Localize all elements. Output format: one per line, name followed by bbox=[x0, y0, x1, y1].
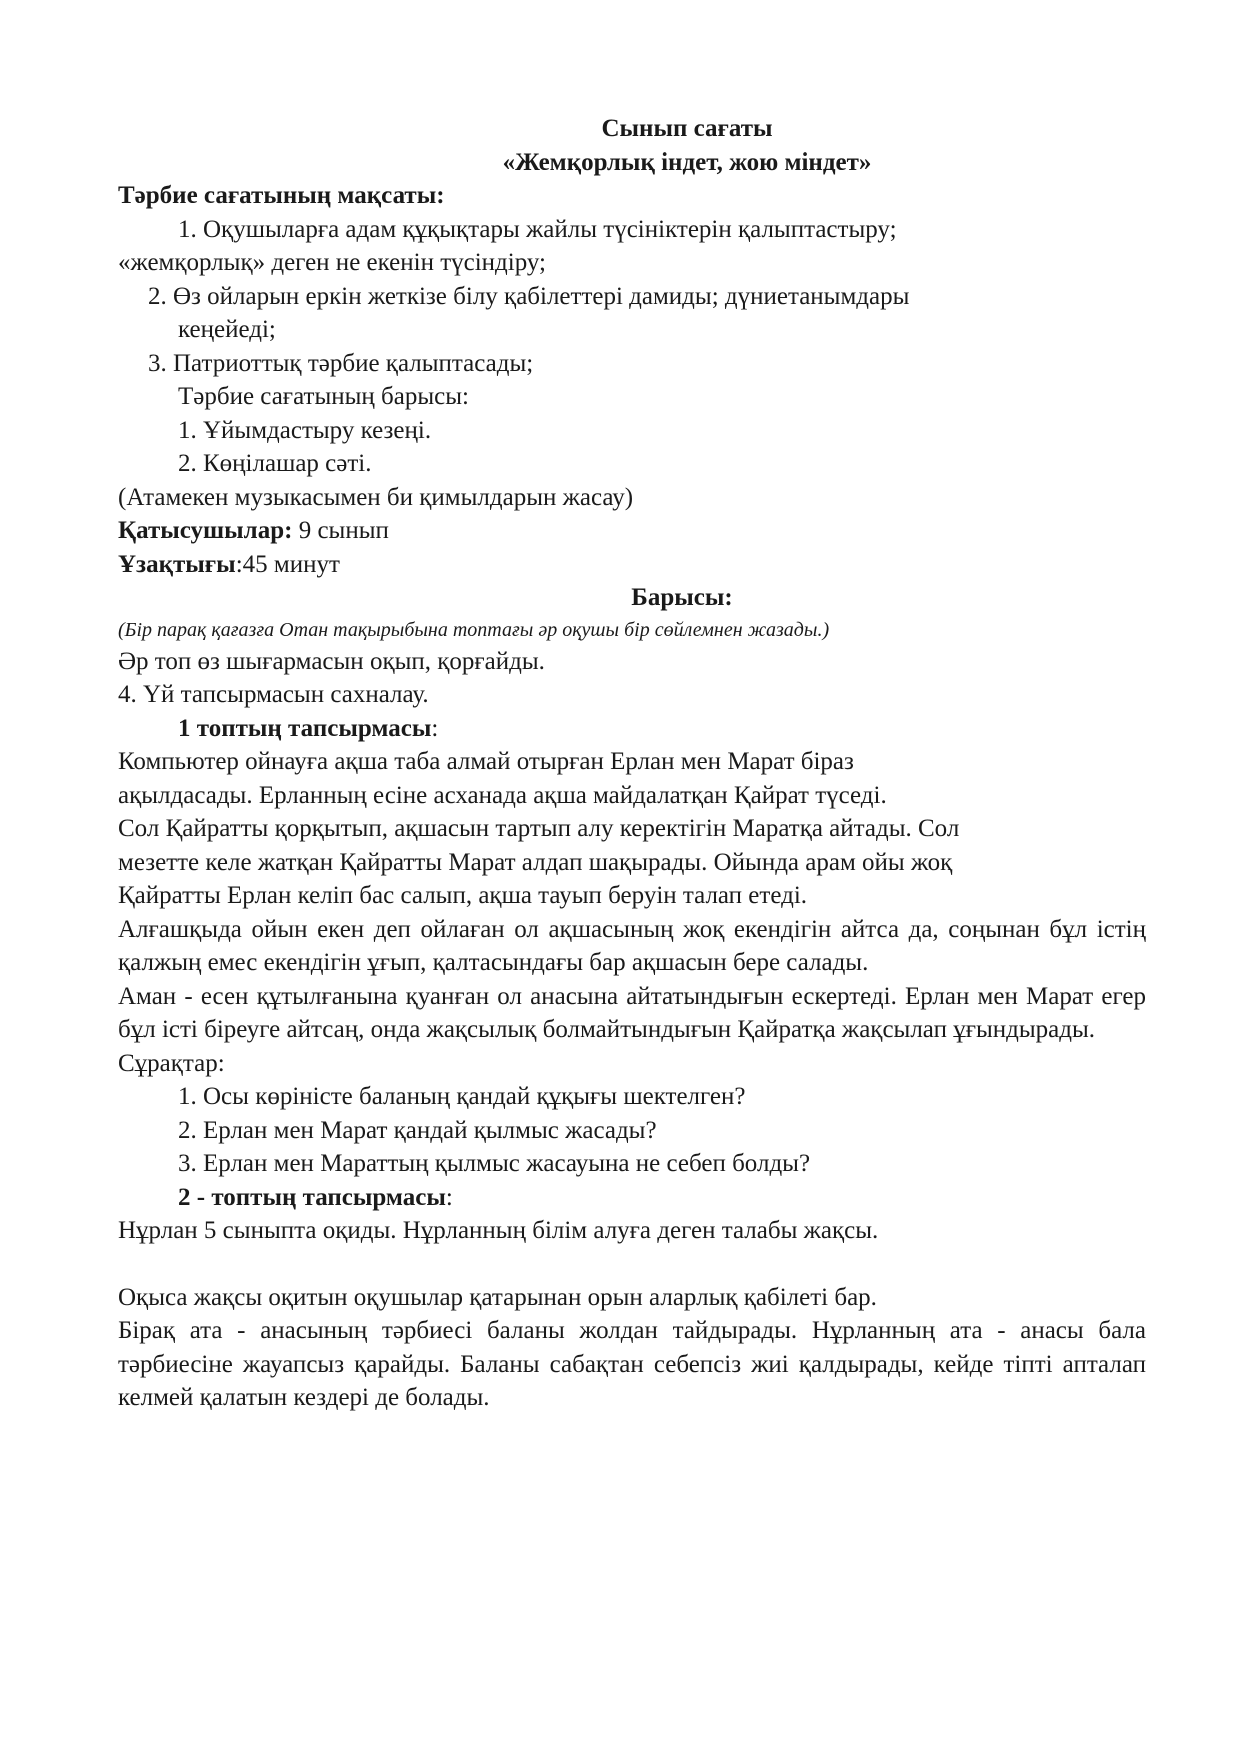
participants-value: 9 сынып bbox=[292, 517, 389, 544]
task2-heading: 2 - топтың тапсырмасы bbox=[178, 1183, 446, 1211]
task1-line-2: ақылдасады. Ерланның есіне асханада ақша майдалатқан Қайрат түседі. bbox=[118, 781, 887, 809]
participants-label: Қатысушылар: bbox=[118, 517, 293, 544]
process-intro: Тәрбие сағатының барысы: bbox=[178, 383, 469, 410]
task1-colon: : bbox=[431, 714, 439, 742]
task1-line-5: Қайратты Ерлан келіп бас салып, ақша тауып беруін талап етеді. bbox=[118, 882, 808, 909]
task1-line-4: мезетте келе жатқан Қайратты Марат алдап шақырады. Ойында арам ойы жоқ bbox=[118, 848, 953, 876]
goal-2-line-2: кеңейеді; bbox=[178, 316, 276, 343]
question-3: 3. Ерлан мен Мараттың қылмыс жасауына не себеп болды? bbox=[178, 1150, 811, 1177]
homework: 4. Үй тапсырмасын сахналау. bbox=[118, 681, 429, 708]
task1-heading: 1 топтың тапсырмасы bbox=[178, 714, 432, 742]
task1-paragraph-3: Аман - есен құтылғанына қуанған ол анасына айтатындығын ескертеді. Ерлан мен Марат егер бұл істі біреуге айтсаң, онда жақсылық болмайтындығын Қайратқа жақсылап ұғындырады. bbox=[118, 982, 1146, 1043]
task1-line-1: Компьютер ойнауға ақша таба алмай отырған Ерлан мен Марат біраз bbox=[118, 748, 854, 775]
document-page bbox=[118, 112, 1146, 1415]
goals-heading: Тәрбие сағатының мақсаты: bbox=[118, 182, 445, 209]
goal-1-line-1: 1. Оқушыларға адам құқықтары жайлы түсініктерін қалыптастыру; bbox=[178, 215, 897, 243]
stage-1: 1. Ұйымдастыру кезеңі. bbox=[178, 416, 432, 444]
stage-2: 2. Көңілашар сәті. bbox=[178, 450, 372, 477]
task2-line-1: Нұрлан 5 сыныпта оқиды. Нұрланның білім алуға деген талабы жақсы. bbox=[118, 1217, 879, 1244]
group-read: Әр топ өз шығармасын оқып, қорғайды. bbox=[118, 647, 545, 675]
duration-value: :45 минут bbox=[235, 550, 340, 578]
duration-line bbox=[118, 548, 1146, 582]
goal-3: 3. Патриоттық тәрбие қалыптасады; bbox=[148, 349, 534, 377]
task2-line-2: Оқыса жақсы оқитын оқушылар қатарынан орын аларлық қабілеті бар. bbox=[118, 1283, 877, 1311]
task1-heading-line bbox=[118, 712, 1146, 746]
task1-paragraph-2: Алғашқыда ойын екен деп ойлаған ол ақшасының жоқ екендігін айтса да, соңынан бұл істің қалжың емес екендігін ұғып, қалтасындағы бар ақшасын бере салады. bbox=[118, 915, 1146, 976]
question-2: 2. Ерлан мен Марат қандай қылмыс жасады? bbox=[178, 1116, 657, 1144]
questions-label: Сұрақтар: bbox=[118, 1049, 225, 1077]
goal-1-line-2: «жемқорлық» деген не екенін түсіндіру; bbox=[118, 249, 547, 276]
goal-2-line-1: 2. Өз ойларын еркін жеткізе білу қабілеттері дамиды; дүниетанымдары bbox=[148, 282, 910, 310]
task1-line-3: Сол Қайратты қорқытып, ақшасын тартып алу керектігін Маратқа айтады. Сол bbox=[118, 815, 960, 842]
blank-line bbox=[118, 1248, 1146, 1281]
task2-paragraph: Бірақ ата - анасының тәрбиесі баланы жолдан тайдырады. Нұрланның ата - анасы бала тәрбиесіне жауапсыз қарайды. Баланы сабақтан себепсіз жиі қалдырады, кейде тіпті апталап келмей қалатын кездері де болады. bbox=[118, 1317, 1146, 1411]
duration-label: Ұзақтығы bbox=[118, 550, 236, 578]
document-title: Сынып сағаты bbox=[601, 115, 773, 142]
dance-note: (Атамекен музыкасымен би қимылдарын жасау) bbox=[118, 483, 634, 511]
participants-line bbox=[118, 514, 1146, 548]
document-subtitle: «Жемқорлық індет, жою міндет» bbox=[502, 148, 872, 176]
task2-heading-line bbox=[118, 1181, 1146, 1215]
progress-heading: Барысы: bbox=[631, 584, 733, 611]
question-1: 1. Осы көріністе баланың қандай құқығы шектелген? bbox=[178, 1083, 746, 1110]
task2-colon: : bbox=[445, 1183, 453, 1211]
italic-note: (Бір парақ қағазға Отан тақырыбына топтағы әр оқушы бір сөйлемнен жазады.) bbox=[118, 618, 830, 641]
